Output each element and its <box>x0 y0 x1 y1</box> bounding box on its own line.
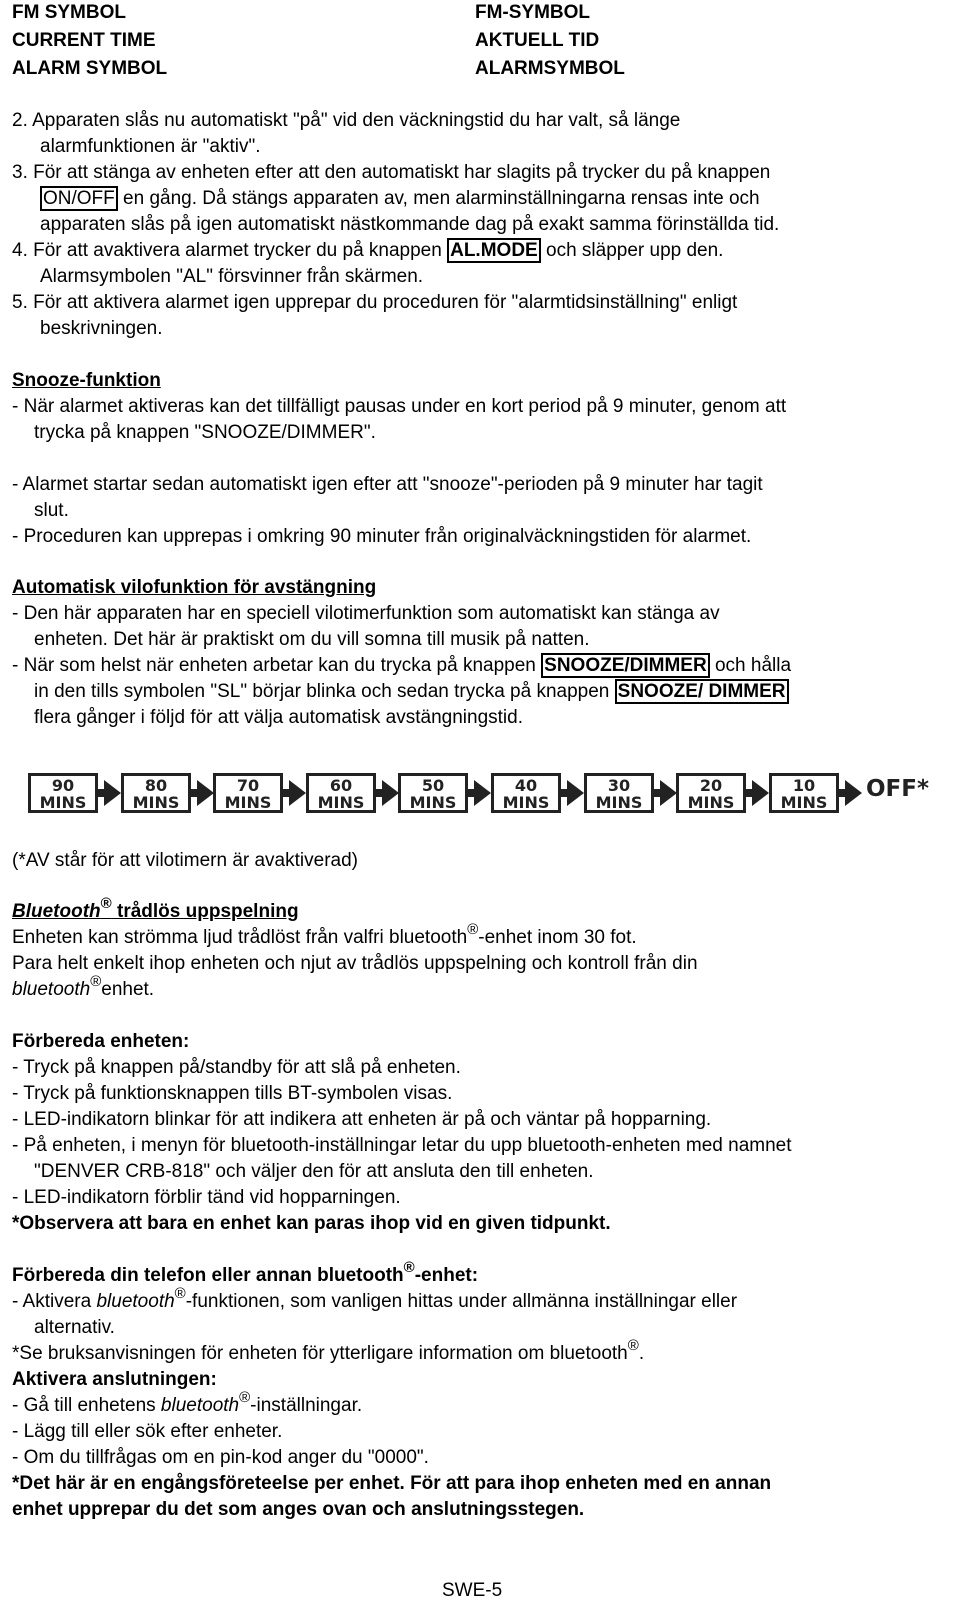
step-2-line-1: 2. Apparaten slås nu automatiskt "på" vid den väckningstid du har valt, så länge <box>12 110 681 131</box>
snooze-dimmer-button-label: SNOOZE/DIMMER <box>541 653 710 678</box>
sleep-line-4-pre: in den tills symbolen "SL" börjar blinka och sedan trycka på knappen <box>34 681 615 702</box>
header-right-3: ALARMSYMBOL <box>475 58 625 79</box>
arrow-right-icon <box>289 780 306 806</box>
step-3-line-1: 3. För att stänga av enheten efter att den automatiskt har slagits på trycker du på knappen <box>12 162 771 183</box>
activate-line-2: - Lägg till eller sök efter enheter. <box>12 1421 283 1442</box>
prepare-unit-title: Förbereda enheten: <box>12 1031 190 1052</box>
prepare-phone-title: Förbereda din telefon eller annan bluetooth®-enhet: <box>12 1259 479 1286</box>
registered-mark: ® <box>403 1259 415 1276</box>
timer-step-80: 80 MINS <box>121 773 191 813</box>
arrow-right-icon <box>104 780 121 806</box>
arrow-right-icon <box>474 780 491 806</box>
header-right-1: FM-SYMBOL <box>475 2 591 23</box>
arrow-right-icon <box>197 780 214 806</box>
sleep-line-2: enheten. Det här är praktiskt om du vill somna till musik på natten. <box>34 629 590 650</box>
prepare-unit-item: "DENVER CRB-818" och väljer den för att ansluta den till enheten. <box>34 1161 594 1182</box>
timer-off-label: OFF* <box>866 776 930 802</box>
step-3-text: en gång. Då stängs apparaten av, men alarminställningarna rensas inte och <box>117 188 760 209</box>
registered-mark: ® <box>174 1285 186 1302</box>
sleep-line-1: - Den här apparaten har en speciell vilotimerfunktion som automatiskt kan stänga av <box>12 603 720 624</box>
timer-note: (*AV står för att vilotimern är avaktiverad) <box>12 850 358 871</box>
timer-step-50: 50 MINS <box>398 773 468 813</box>
activate-line-1: - Gå till enhetens bluetooth®-inställningar. <box>12 1389 363 1416</box>
registered-mark: ® <box>239 1389 251 1406</box>
registered-mark: ® <box>90 973 102 990</box>
on-off-button-label: ON/OFF <box>40 186 118 211</box>
step-5-line-1: 5. För att aktivera alarmet igen upprepar du proceduren för "alarmtidsinställning" enligt <box>12 292 738 313</box>
step-3-line-2 <box>40 188 760 210</box>
sleep-line-5: flera gånger i följd för att välja automatisk avstängningstid. <box>34 707 523 728</box>
snooze-title: Snooze-funktion <box>12 370 161 391</box>
timer-step-40: 40 MINS <box>491 773 561 813</box>
bluetooth-line-1: Enheten kan strömma ljud trådlöst från valfri bluetooth®-enhet inom 30 fot. <box>12 921 637 948</box>
step-4-pre: 4. För att avaktivera alarmet trycker du på knappen <box>12 240 448 261</box>
sleep-line-4 <box>34 681 789 703</box>
arrow-right-icon <box>752 780 769 806</box>
activate-title: Aktivera anslutningen: <box>12 1369 217 1390</box>
sleep-line-3 <box>12 655 791 677</box>
snooze-dimmer-button-label-2: SNOOZE/ DIMMER <box>615 679 789 704</box>
step-2-line-2: alarmfunktionen är "aktiv". <box>40 136 261 157</box>
arrow-right-icon <box>382 780 399 806</box>
step-4-line-2: Alarmsymbolen "AL" försvinner från skärmen. <box>40 266 424 287</box>
arrow-right-icon <box>845 780 862 806</box>
timer-step-90: 90 MINS <box>28 773 98 813</box>
header-left-2: CURRENT TIME <box>12 30 156 51</box>
step-5-line-2: beskrivningen. <box>40 318 163 339</box>
prepare-unit-item: - LED-indikatorn förblir tänd vid hopparningen. <box>12 1187 401 1208</box>
prepare-phone-line-3: *Se bruksanvisningen för enheten för ytterligare information om bluetooth®. <box>12 1337 645 1364</box>
registered-mark: ® <box>100 895 112 912</box>
bluetooth-title-rest: trådlös uppspelning <box>111 901 299 922</box>
timer-step-20: 20 MINS <box>676 773 746 813</box>
arrow-right-icon <box>567 780 584 806</box>
prepare-unit-item: - Tryck på funktionsknappen tills BT-symbolen visas. <box>12 1083 453 1104</box>
arrow-right-icon <box>660 780 677 806</box>
snooze-line-4: slut. <box>34 500 69 521</box>
activate-line-3: - Om du tillfrågas om en pin-kod anger du "0000". <box>12 1447 429 1468</box>
registered-mark: ® <box>467 921 479 938</box>
header-left-1: FM SYMBOL <box>12 2 126 23</box>
timer-step-60: 60 MINS <box>306 773 376 813</box>
activate-note-1: *Det här är en engångsföreteelse per enhet. För att para ihop enheten med en annan <box>12 1473 772 1494</box>
step-4-line-1 <box>12 240 723 262</box>
prepare-unit-item: - LED-indikatorn blinkar för att indikera att enheten är på och väntar på hopparning. <box>12 1109 712 1130</box>
snooze-line-1: - När alarmet aktiveras kan det tillfälligt pausas under en kort period på 9 minuter, genom att <box>12 396 787 417</box>
prepare-phone-line-1: - Aktivera bluetooth®-funktionen, som vanligen hittas under allmänna inställningar eller <box>12 1285 738 1312</box>
snooze-line-3: - Alarmet startar sedan automatiskt igen efter att "snooze"-perioden på 9 minuter har tagit <box>12 474 763 495</box>
sleep-title: Automatisk vilofunktion för avstängning <box>12 577 377 598</box>
sleep-line-3-post: och hålla <box>709 655 792 676</box>
prepare-phone-line-2: alternativ. <box>34 1317 115 1338</box>
al-mode-button-label: AL.MODE <box>447 238 541 263</box>
timer-step-70: 70 MINS <box>213 773 283 813</box>
header-right-2: AKTUELL TID <box>475 30 600 51</box>
timer-step-30: 30 MINS <box>584 773 654 813</box>
bluetooth-line-3: bluetooth®enhet. <box>12 973 155 1000</box>
header-left-3: ALARM SYMBOL <box>12 58 168 79</box>
snooze-line-2: trycka på knappen "SNOOZE/DIMMER". <box>34 422 376 443</box>
sleep-line-3-pre: - När som helst när enheten arbetar kan du trycka på knappen <box>12 655 542 676</box>
prepare-unit-item: - På enheten, i menyn för bluetooth-inställningar letar du upp bluetooth-enheten med namnet <box>12 1135 792 1156</box>
registered-mark: ® <box>627 1337 639 1354</box>
page-number: SWE-5 <box>442 1580 503 1601</box>
bluetooth-title-italic: Bluetooth <box>12 901 101 922</box>
prepare-unit-note: *Observera att bara en enhet kan paras ihop vid en given tidpunkt. <box>12 1213 611 1234</box>
step-4-post: och släpper upp den. <box>540 240 724 261</box>
timer-step-10: 10 MINS <box>769 773 839 813</box>
step-3-line-3: apparaten slås på igen automatiskt nästkommande dag på exakt samma förinställda tid. <box>40 214 780 235</box>
sleep-timer-sequence <box>14 770 944 820</box>
bluetooth-title <box>12 895 299 924</box>
bluetooth-line-2: Para helt enkelt ihop enheten och njut av trådlös uppspelning och kontroll från din <box>12 953 698 974</box>
activate-note-2: enhet upprepar du det som anges ovan och anslutningsstegen. <box>12 1499 585 1520</box>
prepare-unit-item: - Tryck på knappen på/standby för att slå på enheten. <box>12 1057 461 1078</box>
snooze-line-5: - Proceduren kan upprepas i omkring 90 minuter från originalväckningstiden för alarmet. <box>12 526 752 547</box>
